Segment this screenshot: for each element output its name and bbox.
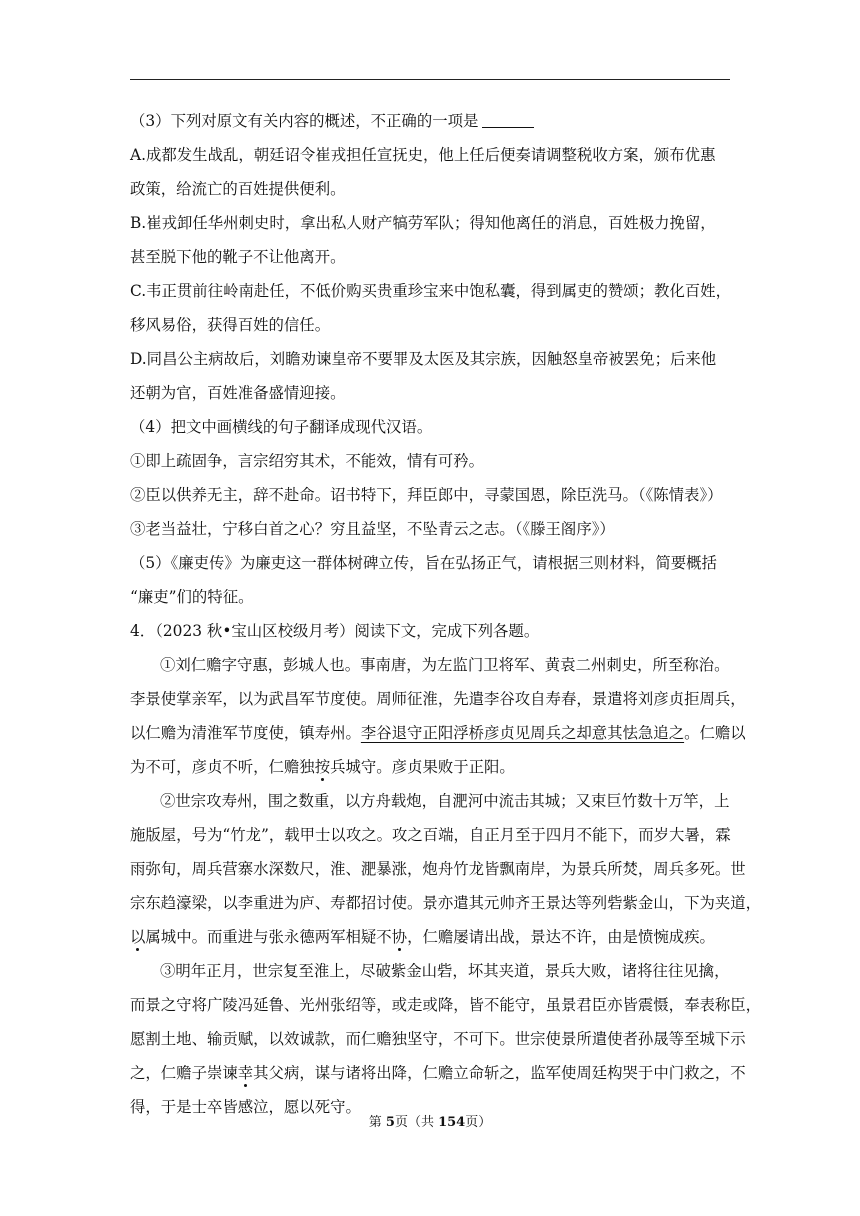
passage-p3-line3: 愿割土地、输贡赋，以效诚款，而仁赡独坚守，不可下。世宗使景所遣使者孙晟等至城下示 [130, 1030, 746, 1048]
page-number: 5 [385, 1115, 395, 1130]
passage-p2-line4: 宗东趋濠梁，以李重进为庐、寿都招讨使。景亦遣其元帅齐王景达等列砦紫金山，下为夹道， [130, 894, 762, 912]
q3-option-a-cont: 政策，给流亡的百姓提供便利。 [130, 180, 346, 198]
underlined-sentence: 李谷退守正阳浮桥彦贞见周兵之却意其怯急追之 [360, 724, 685, 742]
page-content [130, 104, 762, 1124]
passage-p3-line2: 而景之守将广陵冯延鲁、光州张绍等，或走或降，皆不能守，虽景君臣亦皆震慑，奉表称臣， [130, 996, 762, 1014]
passage-p1-line2: 李景使掌亲军，以为武昌军节度使。周师征淮，先遣李谷攻自寿春，景遣将刘彦贞拒周兵， [130, 690, 746, 708]
q5-stem: （5）《廉吏传》为廉吏这一群体树碑立传，旨在弘扬正气，请根据三则材料，简要概括 [130, 554, 717, 572]
q3-option-c-cont: 移风易俗，获得百姓的信任。 [130, 316, 331, 334]
passage-p2-line3: 雨弥旬，周兵营寨水深数尺，淮、淝暴涨，炮舟竹龙皆飘南岸，为景兵所焚，周兵多死。世 [130, 860, 746, 878]
dotted-char: 协 [391, 928, 408, 946]
passage-p1-line4: 为不可，彦贞不听，仁赡独按兵城守。彦贞果败于正阳。 [130, 758, 515, 776]
q3-option-d-cont: 还朝为官，百姓准备盛情迎接。 [130, 384, 346, 402]
q4-stem: （4）把文中画横线的句子翻译成现代汉语。 [130, 418, 433, 436]
q3-option-b: B.崔戎卸任华州刺史时，拿出私人财产犒劳军队；得知他离任的消息，百姓极力挽留， [130, 214, 716, 232]
page-footer: 第 5页（共 154页） [368, 1115, 492, 1130]
q4-sentence-1: ①即上疏固争，言宗绍穷其术，不能效，情有可矜。 [130, 452, 484, 470]
problem4-header: 4．（2023 秋•宝山区校级月考）阅读下文，完成下列各题。 [130, 622, 540, 640]
passage-p2-line5: 以属城中。而重进与张永德两军相疑不协，仁赡屡请出战，景达不许，由是愤惋成疾。 [130, 928, 715, 946]
passage-p3-line5: 得，于是士卒皆感泣，愿以死守。 [130, 1098, 361, 1116]
passage-p3-line4: 之，仁赡子崇谏幸其父病，谋与诸将出降，仁赡立命斩之，监军使周廷构哭于中门救之，不 [130, 1064, 746, 1082]
dotted-char: 以 [130, 928, 146, 946]
passage-p1-line3: 以仁赡为清淮军节度使，镇寿州。李谷退守正阳浮桥彦贞见周兵之却意其怯急追之。仁赡以 [130, 724, 746, 742]
header-rule [130, 79, 730, 80]
dotted-char: 按 [314, 758, 331, 776]
q5-stem-cont: “廉吏”们的特征。 [130, 588, 254, 606]
passage-p2-line2: 施版屋，号为“竹龙”，载甲士以攻之。攻之百端，自正月至于四月不能下，而岁大暑，霖 [130, 826, 731, 844]
q3-option-d: D.同昌公主病故后，刘瞻劝谏皇帝不要罪及太医及其宗族，因触怒皇帝被罢免；后来他 [130, 350, 717, 368]
passage-p2-line1: ②世宗攻寿州，围之数重，以方舟载炮，自淝河中流击其城；又束巨竹数十万竿，上 [160, 792, 730, 810]
page-total: 154 [438, 1115, 466, 1130]
q3-option-c: C.韦正贯前往岭南赴任，不低价购买贵重珍宝来中饱私囊，得到属吏的赞颂；教化百姓， [130, 282, 731, 300]
q4-sentence-3: ③老当益壮，宁移白首之心？穷且益坚，不坠青云之志。（《滕王阁序》） [130, 520, 615, 538]
q3-stem: （3）下列对原文有关内容的概述，不正确的一项是 [130, 104, 732, 138]
passage-p3-line1: ③明年正月，世宗复至淮上，尽破紫金山砦，坏其夹道，景兵大败，诸将往往见擒， [160, 962, 730, 980]
q3-option-a: A.成都发生战乱，朝廷诏令崔戎担任宣抚史，他上任后便奏请调整税收方案，颁布优惠 [130, 146, 716, 164]
passage-p1-line1: ①刘仁赡字守惠，彭城人也。事南唐，为左监门卫将军、黄袁二州刺史，所至称治。 [160, 656, 730, 674]
q3-option-b-cont: 甚至脱下他的靴子不让他离开。 [130, 248, 346, 266]
answer-blank[interactable] [482, 111, 534, 128]
q4-sentence-2: ②臣以供养无主，辞不赴命。诏书特下，拜臣郎中，寻蒙国恩，除臣洗马。（《陈情表》） [130, 486, 723, 504]
dotted-char: 幸 [237, 1064, 254, 1082]
